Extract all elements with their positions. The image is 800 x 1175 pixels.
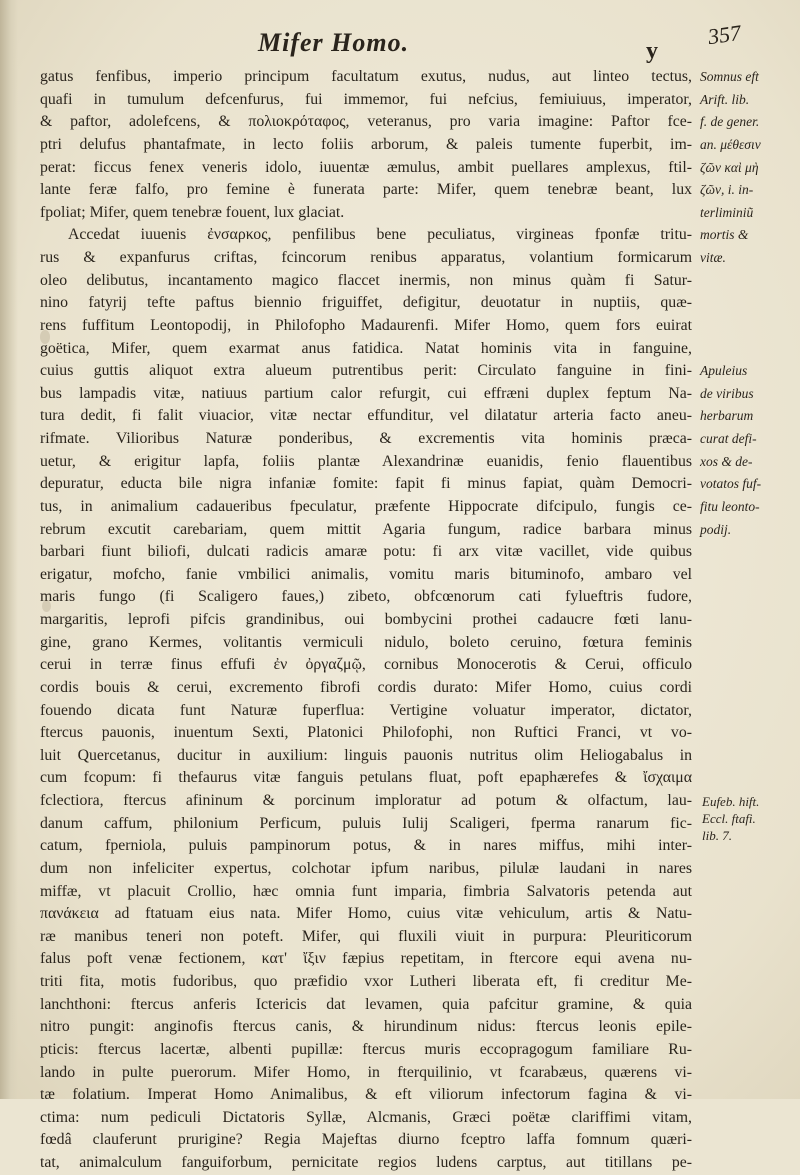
text-line: nitro pungit: anginofis ftercus canis, & hirundinum nidus: ftercus leonis epile- [40, 1018, 692, 1036]
text-line: perat: ficcus fenex veneris idolo, iuuentæ æmulus, ambit puellares amplexus, ftil- [40, 158, 692, 176]
margin-note [700, 270, 796, 293]
margin-note: terliminiũ [700, 204, 754, 220]
text-line: gatus fenfibus, imperio principum facultatum exutus, nudus, aut linteo tectus, [40, 68, 692, 85]
text-line: gine, grano Kermes, volitantis vermiculi nidulo, boleto ceruino, fœtura feminis [40, 633, 692, 651]
text-line: rifmate. Vilioribus Naturæ ponderibus, & excrementis vita hominis præca- [40, 430, 692, 447]
text-line: ctima: num pediculi Dictatoris Syllæ, Alcmanis, Græci poëtæ clariffimi vitam, [40, 1108, 692, 1126]
text-line: dum non infeliciter expertus, colchotar ipfum naribus, pilulæ laudani in nares [40, 859, 692, 877]
margin-note: f. de gener. [700, 114, 760, 130]
text-line: luit Quercetanus, ducitur in auxilium: linguis pauonis nutritus olim Heliogabalus in [40, 746, 692, 764]
text-line: rus & expanfurus criftas, fcincorum renibus apparatus, volantium formicarum [40, 249, 692, 266]
margin-note: an. μέθεσιν [700, 136, 761, 152]
text-line: lante feræ falfo, pro femine è funerata parte: Mifer, quem tenebræ beant, lux [40, 181, 692, 199]
text-line: πανάκεια ad ftatuam eius nata. Mifer Homo, cuius vitæ vehiculum, artis & Natu- [40, 905, 692, 923]
text-line: maris fungo (fi Scaligero faues,) zibeto, obfcœnorum cati fylueftris fudore, [40, 588, 692, 606]
text-line: rens fuffitum Leontopodij, in Philofopho Madaurenfi. Mifer Homo, quem fors euirat [40, 316, 692, 334]
text-line: danum caffum, philonium Perficum, puluis Iulij Scaligeri, fperma ranarum fic- [40, 814, 692, 832]
margin-note: ζῶν, i. in- [700, 182, 754, 198]
text-line: bus lampadis vitæ, natiuus partium calor refurgit, cui effræni duplex feptum Na- [40, 384, 692, 402]
running-head: Mifer Homo. [258, 28, 410, 57]
text-line: & paftor, adolefcens, & πολιοκρόταφος, veteranus, pro varia imagine: Paftor fce- [40, 113, 692, 131]
signature-mark: y [646, 38, 658, 64]
text-line: oleo delibutus, incantamento magico flaccet inermis, non minus quàm fi Satur- [40, 271, 692, 289]
text-line: barbari fiunt biliofi, dulcati radicis amaræ potu: fi arx vitæ vacillet, vide quibus [40, 543, 692, 561]
page-header [0, 19, 800, 66]
text-line: fpoliat; Mifer, quem tenebræ fouent, lux glaciat. [40, 203, 345, 221]
margin-note: Arift. lib. [700, 91, 750, 107]
text-line: rebrum excutit carebariam, quem mittit Agaria fungum, radice barbara minus [40, 520, 692, 538]
text-line: quafi in tumulum defcenfurus, fui immemor, fui nefcius, femiuiuus, imperator, [40, 90, 692, 108]
margin-note: votatos fuf- [700, 476, 762, 492]
main-text-column [40, 66, 692, 1175]
text-line: tæ folatium. Imperat Homo Animalibus, & eft viliorum infectorum fagina & vi- [40, 1086, 692, 1104]
margin-note: xos & de- [700, 453, 753, 469]
text-line: fœdâ clauferunt prurigine? Regia Majeftas diurno fceptro laffa fomnum quæri- [40, 1131, 692, 1149]
text-line: cordis bouis & cerui, excremento fibrofi cordis durato: Mifer Homo, cuius cordi [40, 678, 692, 696]
text-line: fclectiora, ftercus afininum & porcinum imploratur ad potum & olfactum, lau- [40, 792, 692, 809]
text-line: cerui in terræ finus effufi ἐν ὀργαζμῷ, cornibus Monocerotis & Cerui, officulo [40, 656, 692, 674]
text-line: tat, animalculum fanguiforbum, pernicitate regios ludens carptus, aut titillans pe- [40, 1154, 692, 1171]
text-line: triti fita, motis fudoribus, quo præfidio vxor Lutheri liberata eft, fi creditur Me- [40, 973, 692, 990]
text-line: lanchthoni: ftercus anferis Ictericis dat levamen, quia pafcitur gramine, & quia [40, 995, 692, 1013]
margin-note-eusebius: Eufeb. hift. Eccl. ftafi. lib. 7. [702, 794, 760, 843]
margin-note: ζῶν καὶ μὴ [700, 159, 759, 175]
page-number: 357 [706, 19, 743, 50]
margin-note: podij. [700, 521, 732, 537]
margin-note: vitæ. [700, 250, 726, 265]
text-line: ræ manibus teneri non poteft. Mifer, qui fluxili viuit in purpura: Pleuriticorum [40, 927, 692, 945]
text-line: cum fcopum: fi thefaurus vitæ fanguis petulans fluat, poft epaphærefes & ἴσχαιμα [40, 769, 692, 787]
margin-note: de viribus [700, 385, 754, 401]
marginalia-column [700, 66, 796, 541]
binding-gutter [0, 0, 18, 1099]
margin-note: Somnus eft [700, 69, 759, 84]
text-line: nino fatyrij tefte paftus biennio friguiffet, defigitur, deuotatur in nuptiis, quæ- [40, 294, 692, 312]
text-line: pticis: ftercus lacertæ, albenti pupillæ: ftercus muris eccopragogum familiare Ru- [40, 1040, 692, 1058]
text-line: ptri delufus phantafmate, in lecto foliis arborum, & paleis tumente fuperbit, im- [40, 135, 692, 153]
margin-note: curat defi- [700, 431, 757, 446]
text-line: Accedat iuuenis ἐνσαρκος, penfilibus bene peculiatus, virgineas fponfæ tritu- [68, 226, 692, 244]
text-line: erigatur, mofcho, fanie vmbilici animalis, vomitu maris bituminofo, ambaro vel [40, 565, 692, 583]
text-line: cuius guttis aliquot extra alueum putrentibus perit: Circulato fanguine in fini- [40, 362, 692, 380]
margin-note: mortis & [700, 227, 749, 243]
text-line: catum, fperniola, puluis pampinorum potus, & in nares miffus, mihi inter- [40, 837, 692, 855]
text-line: goëtica, Mifer, quem exarmat anus fatidica. Natat hominis vita in fanguine, [40, 339, 692, 357]
text-line: tura dedit, fi falit viuacior, vitæ nectar effunditur, vel dilatatur arteria facto aneu- [40, 407, 692, 425]
margin-note [700, 315, 796, 338]
text-line: lando in pulte puerorum. Mifer Homo, in fterquilinio, vt fcarabæus, quærens vi- [40, 1063, 692, 1081]
text-line: depuratur, educta bile nigra infaniæ fomite: fapit fi minus fapiat, quàm Democri- [40, 475, 692, 493]
text-line: fouendo dicata funt Naturæ fuperflua: Vertigine voluatur imperator, dictator, [40, 701, 692, 719]
margin-note: fitu leonto- [700, 498, 760, 514]
text-line: ftercus pauonis, inuentum Sexti, Platonici Philofophi, non Ruftici Franci, vt vo- [40, 724, 692, 742]
text-line: miffæ, vt placuit Crollio, hæc omnia funt imparia, fimbria Salvatoris petenda aut [40, 882, 692, 900]
paper-stain [42, 600, 51, 612]
text-line: falus poft venæ fectionem, κατ' ἴξιν fæpius repetitam, in ftercore equi avena nu- [40, 950, 692, 968]
paper-stain [40, 330, 50, 344]
margin-note: herbarum [700, 408, 754, 424]
text-line: tus, in animalium cadaueribus fpeculatur, præfente Hippocrate difcipulo, fungis ce- [40, 497, 692, 515]
text-line: uetur, & erigitur lapfa, foliis plantæ Alexandrinæ euanidis, fenio flauentibus [40, 452, 692, 470]
margin-note: Apuleius [700, 363, 748, 379]
text-line: margaritis, leprofi pifcis grandinibus, oui bombycini prothei cadaucre fœti lanu- [40, 611, 692, 628]
margin-note [700, 338, 796, 361]
margin-note [700, 292, 796, 315]
